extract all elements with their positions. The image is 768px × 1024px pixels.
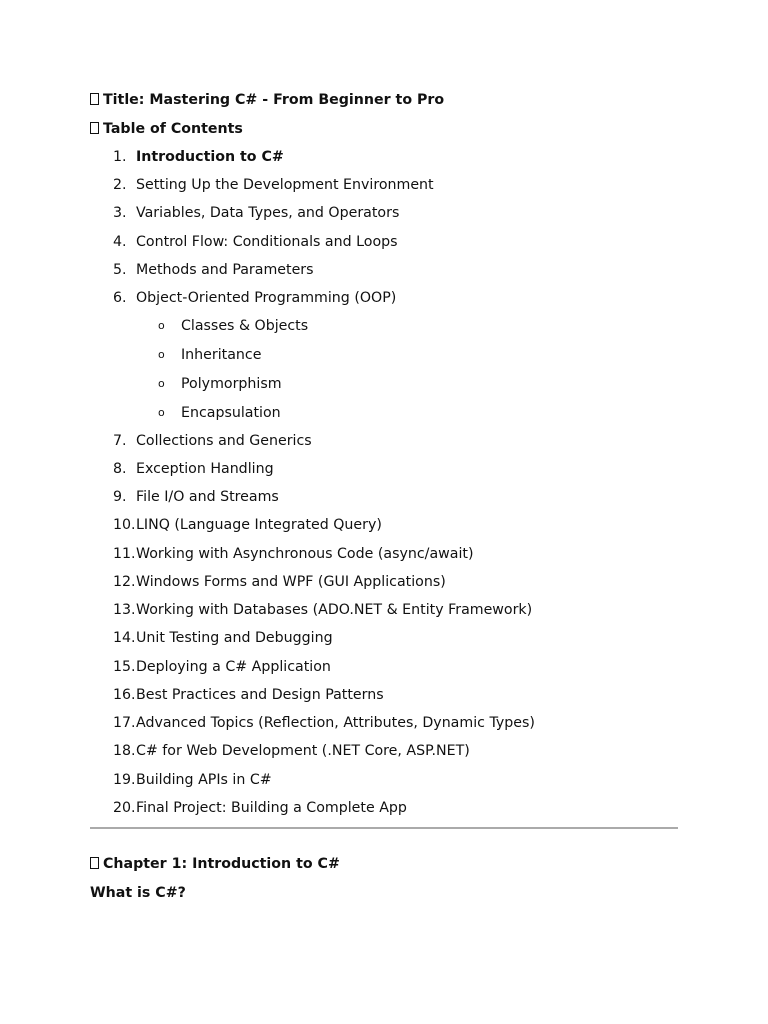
toc-item-number: 5. xyxy=(113,262,127,278)
toc-item-number: 14. xyxy=(113,630,136,646)
toc-item-number: 3. xyxy=(113,205,127,221)
toc-item-number: 19. xyxy=(113,772,136,788)
toc-item-number: 6. xyxy=(113,290,127,306)
toc-item-number: 15. xyxy=(113,659,136,675)
toc-item-text: Best Practices and Design Patterns xyxy=(136,687,384,703)
book-icon xyxy=(90,93,99,105)
toc-item-text: LINQ (Language Integrated Query) xyxy=(136,517,382,533)
toc-item-text: Exception Handling xyxy=(136,461,274,477)
toc-item-text: Unit Testing and Debugging xyxy=(136,630,333,646)
list-icon xyxy=(90,122,99,134)
toc-item-text: Working with Databases (ADO.NET & Entity Framework) xyxy=(136,602,533,618)
toc-item-text: Working with Asynchronous Code (async/await) xyxy=(136,546,474,562)
toc-item-text: Collections and Generics xyxy=(136,433,312,449)
toc-subitem-text: Classes & Objects xyxy=(181,318,309,334)
toc-item-number: 17. xyxy=(113,715,136,731)
toc-item-text: Control Flow: Conditionals and Loops xyxy=(136,234,398,250)
bullet-icon: o xyxy=(158,348,165,361)
toc-subitem-text: Polymorphism xyxy=(181,376,282,392)
doc-title-text: Title: Mastering C# - From Beginner to Pro xyxy=(103,92,445,108)
section-heading: What is C#? xyxy=(90,885,186,901)
toc-heading-text: Table of Contents xyxy=(103,121,243,137)
bullet-icon: o xyxy=(158,319,165,332)
toc-item-text: C# for Web Development (.NET Core, ASP.NET) xyxy=(136,743,470,759)
doc-title xyxy=(90,91,444,109)
toc-item-number: 12. xyxy=(113,574,136,590)
toc-item-number: 8. xyxy=(113,461,127,477)
toc-item-number: 9. xyxy=(113,489,127,505)
toc-item-text: Object-Oriented Programming (OOP) xyxy=(136,290,397,306)
bullet-icon: o xyxy=(158,377,165,390)
toc-item-number: 7. xyxy=(113,433,127,449)
toc-item-text: Windows Forms and WPF (GUI Applications) xyxy=(136,574,446,590)
chapter-heading xyxy=(90,855,340,873)
chapter-icon xyxy=(90,857,99,869)
toc-item-number: 10. xyxy=(113,517,136,533)
toc-item-number: 4. xyxy=(113,234,127,250)
toc-item-number: 2. xyxy=(113,177,127,193)
toc-item-text: Variables, Data Types, and Operators xyxy=(136,205,400,221)
chapter-heading-text: Chapter 1: Introduction to C# xyxy=(103,856,340,872)
toc-item-text: Building APIs in C# xyxy=(136,772,272,788)
toc-item-text: Introduction to C# xyxy=(136,149,284,165)
toc-item-number: 20. xyxy=(113,800,136,816)
toc-item-text: File I/O and Streams xyxy=(136,489,279,505)
toc-item-number: 1. xyxy=(113,149,127,165)
toc-item-text: Methods and Parameters xyxy=(136,262,314,278)
toc-item-text: Advanced Topics (Reflection, Attributes, Dynamic Types) xyxy=(136,715,535,731)
bullet-icon: o xyxy=(158,406,165,419)
toc-item-number: 16. xyxy=(113,687,136,703)
toc-subitem-text: Inheritance xyxy=(181,347,262,363)
toc-item-number: 18. xyxy=(113,743,136,759)
toc-item-text: Deploying a C# Application xyxy=(136,659,331,675)
toc-item-text: Setting Up the Development Environment xyxy=(136,177,434,193)
toc-item-text: Final Project: Building a Complete App xyxy=(136,800,407,816)
toc-heading xyxy=(90,120,243,138)
toc-item-number: 11. xyxy=(113,546,136,562)
horizontal-divider xyxy=(90,827,678,829)
toc-item-number: 13. xyxy=(113,602,136,618)
toc-subitem-text: Encapsulation xyxy=(181,405,281,421)
